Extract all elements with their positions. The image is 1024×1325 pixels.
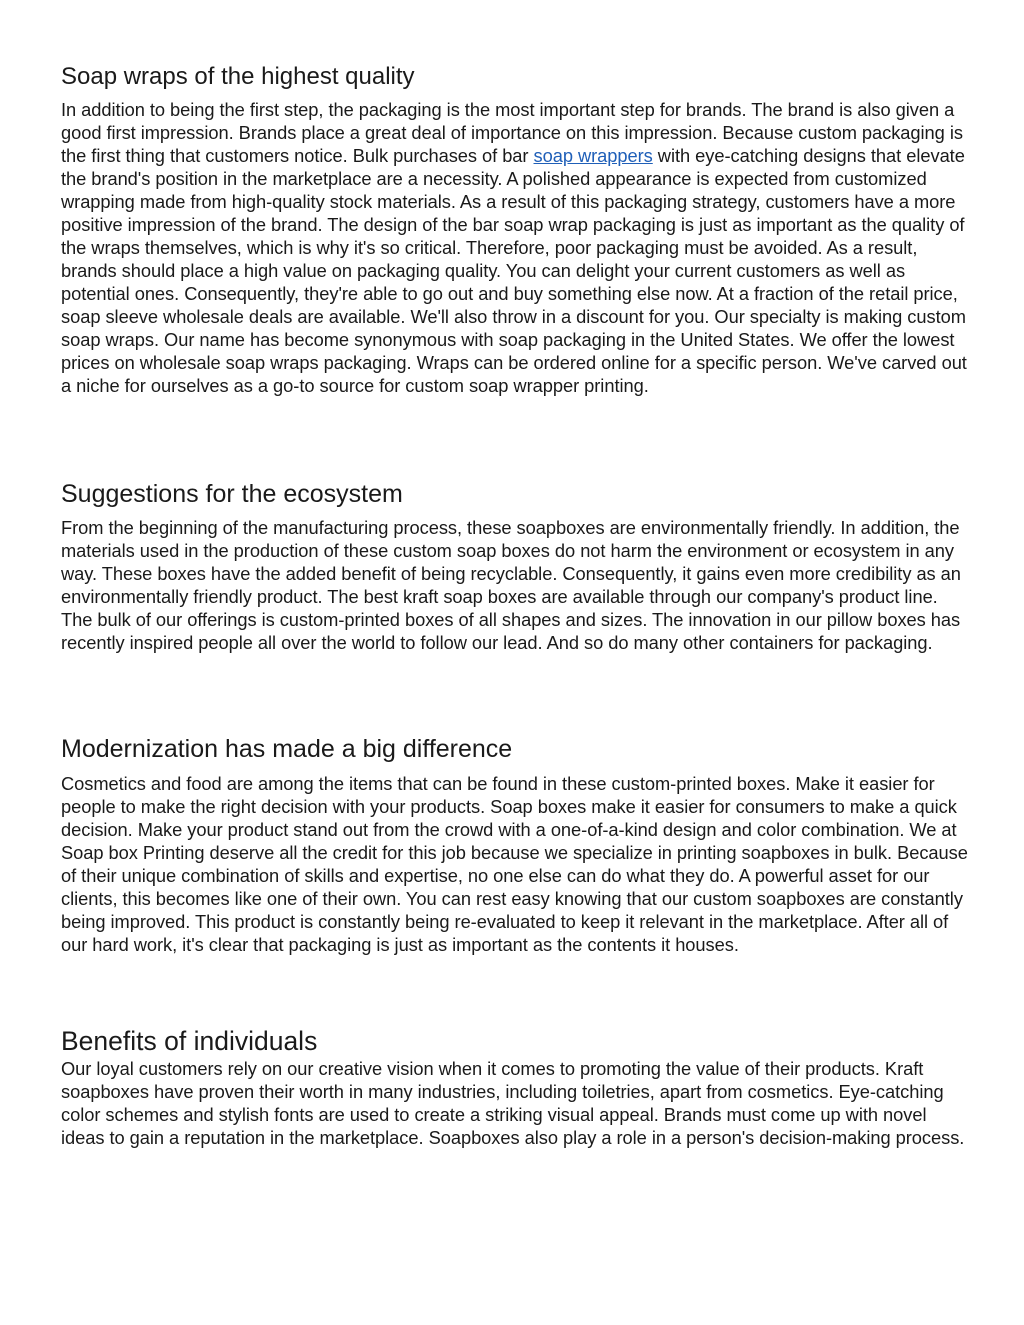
section-heading: Benefits of individuals xyxy=(61,1026,318,1056)
section-heading: Suggestions for the ecosystem xyxy=(61,480,403,508)
section-heading: Soap wraps of the highest quality xyxy=(61,63,415,90)
section-paragraph: From the beginning of the manufacturing process, these soapboxes are environmentally friendly. In addition, the materials used in the production of these custom soap boxes do not harm the environment or ecosystem in any way. These boxes have the added benefit of being recyclable. Consequently, it gains even more credibility as an environmentally friendly product. The best kraft soap boxes are available through our company's product line. The bulk of our offerings is custom-printed boxes of all shapes and sizes. The innovation in our pillow boxes has recently inspired people all over the world to follow our lead. And so do many other containers for packaging. xyxy=(61,517,961,653)
section-modernization xyxy=(61,733,971,956)
paragraph-text-before-link: In addition to being the first step, the packaging is the most important step for brands. The brand is also given a good first impression. Brands place a great deal of importance on this impression. Because custom packaging is the first thing that customers notice. Bulk purchases of bar xyxy=(61,99,963,166)
section-paragraph: Cosmetics and food are among the items that can be found in these custom-printed boxes. Make it easier for people to make the right decision with your products. Soap boxes make it easier for consumers to make a quick decision. Make your product stand out from the crowd with a one-of-a-kind design and color combination. We at Soap box Printing deserve all the credit for this job because we specialize in printing soapboxes in bulk. Because of their unique combination of skills and expertise, no one else can do what they do. A powerful asset for our clients, this becomes like one of their own. You can rest easy knowing that our custom soapboxes are constantly being improved. This product is constantly being re-evaluated to keep it relevant in the marketplace. After all of our hard work, it's clear that packaging is just as important as the contents it houses. xyxy=(61,773,968,955)
section-benefits xyxy=(61,1025,971,1149)
section-ecosystem xyxy=(61,478,971,654)
section-heading: Modernization has made a big difference xyxy=(61,735,513,763)
section-soap-wraps xyxy=(61,61,971,397)
section-paragraph: Our loyal customers rely on our creative vision when it comes to promoting the value of their products. Kraft soapboxes have proven their worth in many industries, including toiletries, apart from cosmetics. Eye-catching color schemes and stylish fonts are used to create a striking visual appeal. Brands must come up with novel ideas to gain a reputation in the marketplace. Soapboxes also play a role in a person's decision-making process. xyxy=(61,1058,965,1148)
section-paragraph xyxy=(61,98,971,397)
paragraph-text-after-link: with eye-catching designs that elevate the brand's position in the marketplace are a necessity. A polished appearance is expected from customized wrapping made from high-quality stock materials. As a result of this packaging strategy, customers have a more positive impression of the brand. The design of the bar soap wrap packaging is just as important as the quality of the wraps themselves, which is why it's so critical. Therefore, poor packaging must be avoided. As a result, brands should place a high value on packaging quality. You can delight your current customers as well as potential ones. Consequently, they're able to go out and buy something else now. At a fraction of the retail price, soap sleeve wholesale deals are available. We'll also throw in a discount for you. Our specialty is making custom soap wraps. Our name has become synonymous with soap packaging in the United States. We offer the lowest prices on wholesale soap wraps packaging. Wraps can be ordered online for a specific person. We've carved out a niche for ourselves as a go-to source for custom soap wrapper printing. xyxy=(61,145,967,396)
soap-wrappers-link[interactable]: soap wrappers xyxy=(533,145,653,166)
